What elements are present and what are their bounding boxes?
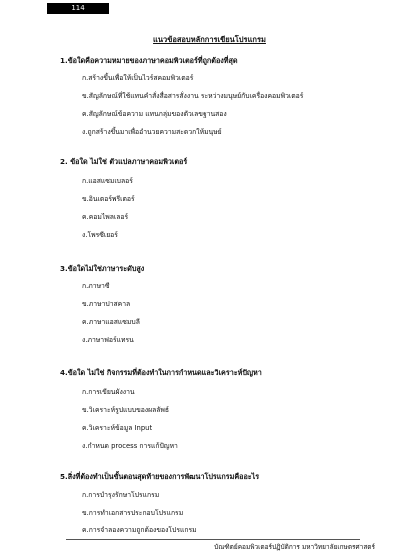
question-5: 5.สิ่งที่ต้องทำเป็นขั้นตอนสุดท้ายของการพัฒนาโปรแกรมคืออะไร (60, 472, 260, 481)
question-2-option-d: ง.โพรซีเยอร์ (82, 231, 118, 239)
question-4: 4.ข้อใด ไม่ใช่ กิจกรรมที่ต้องทำในการกำหนดและวิเคราะห์ปัญหา (60, 368, 262, 377)
question-1-option-c: ค.สัญลักษณ์ข้อความ แทนกลุ่มของตัวเลขฐานสอง (82, 110, 227, 118)
question-5-option-b: ข.การทำเอกสารประกอบโปรแกรม (82, 509, 184, 517)
question-3: 3.ข้อใดไม่ใช่ภาษาระดับสูง (60, 264, 145, 273)
question-4-option-d: ง.กำหนด process การแก้ปัญหา (82, 442, 178, 450)
footer-divider (66, 539, 360, 540)
document-title: แนวข้อสอบหลักการเขียนโปรแกรม (153, 35, 266, 44)
question-5-option-a: ก.การบำรุงรักษาโปรแกรม (82, 491, 160, 499)
question-3-option-d: ง.ภาษาฟอร์แทรน (82, 336, 134, 344)
page-number-tab: 114 (47, 3, 109, 14)
question-4-option-b: ข.วิเคราะห์รูปแบบของผลลัพธ์ (82, 406, 170, 414)
question-5-option-c: ค.การจำลองความถูกต้องของโปรแกรม (82, 526, 197, 534)
question-1-option-b: ข.สัญลักษณ์ที่ใช้แทนคำสั่งสื่อสารสั่งงาน ระหว่างมนุษย์กับเครื่องคอมพิวเตอร์ (82, 92, 304, 100)
question-2-option-b: ข.อินเตอร์พรีเตอร์ (82, 195, 135, 203)
question-4-option-c: ค.วิเคราะห์ข้อมูล Input (82, 424, 153, 432)
question-2-option-a: ก.แอสแซมเบลอร์ (82, 177, 133, 185)
question-1: 1.ข้อใดคือความหมายของภาษาคอมพิวเตอร์ที่ถูกต้องที่สุด (60, 56, 238, 65)
question-4-option-a: ก.การเขียนผังงาน (82, 388, 135, 396)
question-3-option-c: ค.ภาษาแอสแซมบลี (82, 318, 140, 326)
question-2: 2. ข้อใด ไม่ใช่ ตัวแปลภาษาคอมพิวเตอร์ (60, 157, 188, 166)
question-1-option-a: ก.สร้างขึ้นเพื่อให้เป็นไวร์สคอมพิวเตอร์ (82, 74, 194, 82)
question-3-option-b: ข.ภาษาปาสคาล (82, 300, 131, 308)
question-1-option-d: ง.ถูกสร้างขึ้นมาเพื่ออำนวยความสะดวกให้มนุษย์ (82, 128, 222, 136)
question-3-option-a: ก.ภาษาซี (82, 282, 110, 290)
question-2-option-c: ค.คอมไพลเลอร์ (82, 213, 129, 221)
footer-text: บัณฑิตย์คอมพิวเตอร์ปฏิบัติการ มหาวิทยาลัยเกษตรศาสตร์ (214, 543, 375, 551)
